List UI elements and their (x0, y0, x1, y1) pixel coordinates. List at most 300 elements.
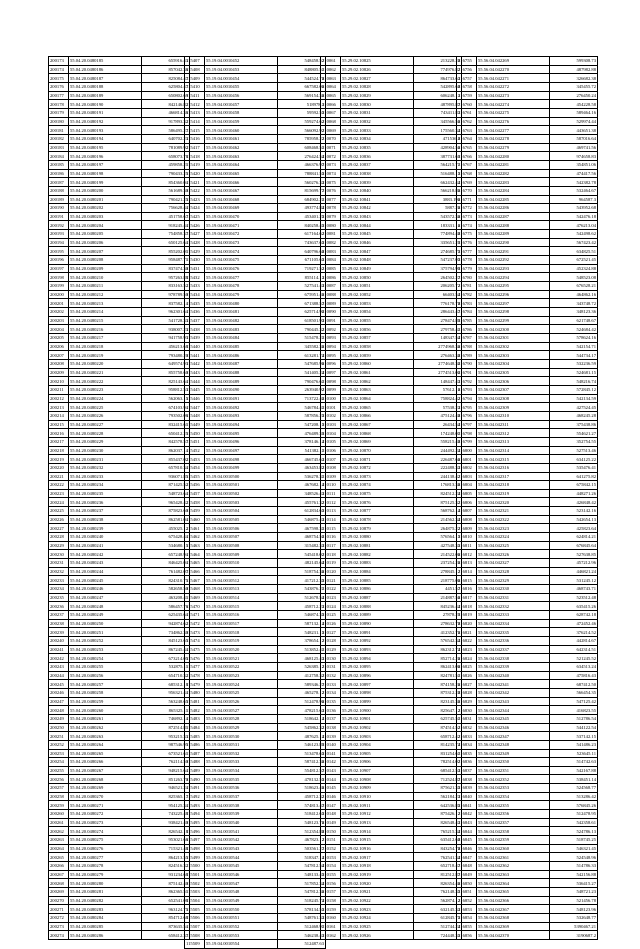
row-code-cell: 55.19.04.0010495 (205, 429, 278, 438)
row-id-cell: 200259 (49, 801, 69, 810)
row-value-cell: 782514.02 (414, 758, 462, 767)
table-row (49, 922, 190, 931)
row-id-cell: 115448 (185, 411, 205, 420)
row-value-cell: 416823.55 (550, 706, 598, 715)
table-row (457, 230, 598, 239)
row-value-cell: 214562.34 (414, 515, 462, 524)
table-row (321, 325, 462, 334)
row-value-cell: 532464.67 (550, 186, 598, 195)
table-row (457, 351, 598, 360)
row-code-cell: 55.04.20.0480200 (69, 186, 142, 195)
table-row (49, 706, 190, 715)
row-id-cell: 115508 (185, 931, 205, 940)
row-value-cell: 514742.63 (550, 758, 598, 767)
table-row (457, 810, 598, 819)
row-id-cell: 210155 (321, 870, 341, 879)
row-id-cell: 200217 (49, 437, 69, 446)
row-code-cell: 55.56.04.042356 (477, 810, 550, 819)
row-value-cell: 526385.12 (278, 662, 326, 671)
row-id-cell: 210162 (321, 931, 341, 940)
row-value-cell: 465278.12 (278, 688, 326, 697)
row-value-cell: 826354.46 (414, 879, 462, 888)
table-row (321, 602, 462, 611)
row-code-cell: 55.29.02.10909 (341, 784, 414, 793)
row-id-cell: 216797 (457, 420, 477, 429)
row-code-cell: 55.56.04.042365 (477, 888, 550, 897)
row-id-cell: 200235 (49, 593, 69, 602)
table-row (49, 385, 190, 394)
table-row (321, 359, 462, 368)
row-id-cell: 115427 (185, 230, 205, 239)
row-value-cell: 554812.57 (278, 766, 326, 775)
table-row (49, 836, 190, 845)
table-row (457, 455, 598, 464)
table-row (49, 160, 190, 169)
table-row (49, 611, 190, 620)
row-value-cell: 518978.3 (278, 100, 326, 109)
table-row (49, 931, 190, 940)
row-id-cell: 210106 (321, 446, 341, 455)
row-value-cell: 774976.82 (414, 65, 462, 74)
row-id-cell: 200177 (49, 91, 69, 100)
row-value-cell: 512478.95 (550, 810, 598, 819)
row-code-cell: 55.19.04.0010534 (205, 766, 278, 775)
row-code-cell: 55.19.04.0010454 (205, 74, 278, 83)
row-code-cell: 55.29.02.10865 (341, 403, 414, 412)
table-row (321, 645, 462, 654)
row-id-cell: 115459 (185, 507, 205, 516)
row-value-cell: 542358.61 (550, 818, 598, 827)
row-id-cell: 216848 (457, 862, 477, 871)
row-value-cell: 548123.96 (550, 905, 598, 914)
row-code-cell: 55.56.04.042348 (477, 740, 550, 749)
row-value-cell: 634825.51 (550, 247, 598, 256)
row-value-cell: 938007.23 (142, 325, 190, 334)
row-value-cell: 548761.33 (278, 913, 326, 922)
table-row (457, 385, 598, 394)
row-id-cell: 200194 (49, 238, 69, 247)
row-id-cell: 216766 (457, 152, 477, 161)
row-id-cell: 216786 (457, 325, 477, 334)
row-code-cell: 55.19.04.0010452 (205, 57, 278, 66)
row-value-cell: 862365.51 (142, 888, 190, 897)
table-row (49, 550, 190, 559)
row-code-cell: 55.56.04.042311 (477, 420, 550, 429)
row-id-cell: 216758 (457, 82, 477, 91)
table-row (185, 385, 326, 394)
row-code-cell: 55.04.20.0480279 (69, 870, 142, 879)
row-value-cell: 387731.69 (414, 152, 462, 161)
table-row (321, 65, 462, 74)
row-id-cell: 200271 (49, 905, 69, 914)
row-value-cell: 578624.16 (550, 334, 598, 343)
row-id-cell: 216825 (457, 662, 477, 671)
table-row (457, 65, 598, 74)
row-id-cell: 200181 (49, 126, 69, 135)
row-id-cell: 210137 (321, 714, 341, 723)
table-row (185, 178, 326, 187)
row-code-cell: 55.04.20.0480235 (69, 489, 142, 498)
row-value-cell: 833163.52 (142, 282, 190, 291)
row-value-cell: 875142.40 (142, 879, 190, 888)
row-value-cell: 542654.13 (550, 515, 598, 524)
row-value-cell: 875823.60 (142, 507, 190, 516)
row-id-cell: 115420 (185, 169, 205, 178)
row-id-cell: 210120 (321, 567, 341, 576)
row-code-cell: 55.19.04.0010507 (205, 533, 278, 542)
table-row (49, 585, 190, 594)
row-id-cell: 115457 (185, 489, 205, 498)
row-id-cell: 210089 (321, 299, 341, 308)
table-row (321, 247, 462, 256)
row-code-cell: 55.19.04.0010491 (205, 394, 278, 403)
row-id-cell: 200222 (49, 481, 69, 490)
table-row (321, 91, 462, 100)
row-id-cell: 216835 (457, 749, 477, 758)
row-value-cell: 765215.34 (414, 827, 462, 836)
row-code-cell: 55.04.20.0480218 (69, 342, 142, 351)
row-id-cell: 115413 (185, 108, 205, 117)
row-code-cell: 55.19.04.0010548 (205, 888, 278, 897)
table-row (457, 654, 598, 663)
table-row (457, 411, 598, 420)
row-value-cell: 560276.33 (278, 178, 326, 187)
row-value-cell: 214522.06 (414, 550, 462, 559)
row-value-cell: 524786.13 (550, 827, 598, 836)
row-id-cell: 216760 (457, 100, 477, 109)
data-table-block-3 (320, 56, 460, 940)
row-code-cell: 55.04.20.0480227 (69, 420, 142, 429)
row-value-cell: 774894.48 (414, 230, 462, 239)
table-row (321, 186, 462, 195)
table-row (457, 221, 598, 230)
row-code-cell: 55.56.04.042298 (477, 308, 550, 317)
row-id-cell: 210101 (321, 403, 341, 412)
table-row (185, 792, 326, 801)
table-row (457, 844, 598, 853)
row-code-cell: 55.29.02.10852 (341, 290, 414, 299)
row-code-cell: 55.04.20.0480277 (69, 853, 142, 862)
row-code-cell: 55.04.20.0480221 (69, 368, 142, 377)
row-value-cell: 456213.68 (142, 342, 190, 351)
row-id-cell: 216818 (457, 602, 477, 611)
row-code-cell: 55.19.04.0010502 (205, 489, 278, 498)
table-row (185, 394, 326, 403)
row-code-cell: 55.56.04.042333 (477, 611, 550, 620)
row-value-cell: 529974.44 (550, 117, 598, 126)
row-id-cell: 115441 (185, 351, 205, 360)
row-value-cell: 543572.36 (414, 212, 462, 221)
table-row (49, 507, 190, 516)
row-code-cell: 55.19.04.0010485 (205, 342, 278, 351)
row-code-cell: 55.56.04.042301 (477, 334, 550, 343)
table-row (185, 403, 326, 412)
row-code-cell: 55.19.04.0010511 (205, 567, 278, 576)
row-id-cell: 216788 (457, 342, 477, 351)
table-row (185, 481, 326, 490)
row-id-cell: 216762 (457, 117, 477, 126)
table-row (185, 160, 326, 169)
row-code-cell: 55.29.02.10926 (341, 931, 414, 940)
table-row (457, 922, 598, 931)
row-value-cell: 535476.41 (550, 463, 598, 472)
row-code-cell: 55.19.04.0010496 (205, 437, 278, 446)
table-row (49, 576, 190, 585)
row-value-cell: 864733.63 (414, 74, 462, 83)
row-code-cell: 55.29.02.10884 (341, 567, 414, 576)
table-row (185, 585, 326, 594)
row-id-cell: 200209 (49, 368, 69, 377)
table-row (321, 498, 462, 507)
row-code-cell: 55.56.04.042314 (477, 446, 550, 455)
table-row (185, 541, 326, 550)
row-value-cell: 963124.75 (142, 905, 190, 914)
row-code-cell: 55.29.02.10899 (341, 697, 414, 706)
table-row (49, 541, 190, 550)
table-row (321, 775, 462, 784)
row-id-cell: 216837 (457, 766, 477, 775)
table-row (185, 273, 326, 282)
row-code-cell: 55.29.02.10911 (341, 801, 414, 810)
row-code-cell: 55.19.04.0010533 (205, 758, 278, 767)
row-code-cell: 55.04.20.0480213 (69, 299, 142, 308)
table-row (49, 498, 190, 507)
row-code-cell: 55.56.04.042366 (477, 896, 550, 905)
row-value-cell: 2774968.36 (414, 342, 462, 351)
row-value-cell: 315482.33 (278, 541, 326, 550)
row-value-cell: 618501.93 (278, 316, 326, 325)
row-value-cell: 476489.39 (278, 429, 326, 438)
row-code-cell: 55.29.02.10880 (341, 533, 414, 542)
table-row (457, 931, 598, 940)
row-code-cell: 55.19.04.0010546 (205, 870, 278, 879)
table-row (457, 758, 598, 767)
row-code-cell: 55.04.20.0480240 (69, 533, 142, 542)
row-code-cell: 55.29.02.10863 (341, 385, 414, 394)
row-id-cell: 115506 (185, 913, 205, 922)
row-code-cell: 55.29.02.10850 (341, 273, 414, 282)
row-value-cell: 875426.12 (414, 810, 462, 819)
table-row (185, 896, 326, 905)
row-value-cell: 938421.40 (142, 818, 190, 827)
row-id-cell: 115472 (185, 619, 205, 628)
row-value-cell: 214887.56 (414, 593, 462, 602)
row-code-cell: 55.04.20.0480257 (69, 680, 142, 689)
row-code-cell: 55.29.02.10888 (341, 602, 414, 611)
row-code-cell: 55.56.04.042341 (477, 680, 550, 689)
row-id-cell: 216847 (457, 853, 477, 862)
table-row (457, 792, 598, 801)
table-row (457, 169, 598, 178)
row-id-cell: 200190 (49, 204, 69, 213)
row-id-cell: 210062 (321, 65, 341, 74)
row-value-cell: 286443.47 (414, 308, 462, 317)
row-value-cell: 635412.68 (414, 836, 462, 845)
row-value-cell: 640796.68 (278, 247, 326, 256)
row-code-cell: 55.19.04.0010531 (205, 740, 278, 749)
row-id-cell: 115407 (185, 57, 205, 66)
row-id-cell: 200236 (49, 602, 69, 611)
row-id-cell: 216777 (457, 247, 477, 256)
table-row (49, 680, 190, 689)
row-value-cell: 463208.41 (142, 593, 190, 602)
row-code-cell: 55.04.20.0480214 (69, 308, 142, 317)
table-row (457, 108, 598, 117)
row-code-cell: 55.29.02.10853 (341, 299, 414, 308)
row-id-cell: 200178 (49, 100, 69, 109)
row-id-cell: 200206 (49, 342, 69, 351)
row-value-cell: 541728.33 (142, 316, 190, 325)
row-code-cell: 55.19.04.0010553 (205, 931, 278, 940)
row-code-cell: 55.29.02.10827 (341, 74, 414, 83)
row-value-cell: 524568.77 (550, 784, 598, 793)
row-id-cell: 210138 (321, 723, 341, 732)
table-row (457, 437, 598, 446)
table-row (321, 810, 462, 819)
row-id-cell: 216756 (457, 65, 477, 74)
row-code-cell: 55.19.04.0010489 (205, 377, 278, 386)
table-row (185, 247, 326, 256)
row-id-cell: 210099 (321, 385, 341, 394)
table-row (185, 714, 326, 723)
row-value-cell: 862037.14 (142, 446, 190, 455)
row-id-cell: 216853 (457, 905, 477, 914)
row-code-cell: 55.19.04.0010471 (205, 221, 278, 230)
row-value-cell: 548231.15 (278, 628, 326, 637)
table-row (185, 879, 326, 888)
row-id-cell: 200214 (49, 411, 69, 420)
row-code-cell: 55.04.20.0480284 (69, 913, 142, 922)
row-value-cell: 476213.04 (550, 221, 598, 230)
row-id-cell: 200239 (49, 628, 69, 637)
row-value-cell: 941758.93 (142, 334, 190, 343)
row-value-cell: 857042.36 (142, 65, 190, 74)
data-table-block-1 (48, 56, 188, 940)
row-id-cell: 210116 (321, 533, 341, 542)
row-value-cell: 475124.48 (414, 411, 462, 420)
table-row (49, 403, 190, 412)
row-value-cell: 624814.21 (550, 533, 598, 542)
row-id-cell: 115428 (185, 238, 205, 247)
row-value-cell: 542167.88 (550, 766, 598, 775)
row-id-cell: 200258 (49, 792, 69, 801)
row-value-cell: 675842.15 (550, 481, 598, 490)
table-row (321, 758, 462, 767)
row-code-cell: 55.56.04.042332 (477, 602, 550, 611)
row-code-cell: 55.29.02.10902 (341, 723, 414, 732)
row-id-cell: 216782 (457, 290, 477, 299)
row-code-cell: 55.19.04.0010501 (205, 481, 278, 490)
row-id-cell: 216822 (457, 636, 477, 645)
row-id-cell: 216816 (457, 585, 477, 594)
row-value-cell: 3190687.2 (550, 931, 598, 940)
row-value-cell: 5390467.21 (550, 922, 598, 931)
table-row (49, 351, 190, 360)
row-value-cell: 548458.52 (278, 57, 326, 66)
row-value-cell: 825365.17 (142, 792, 190, 801)
row-id-cell: 210108 (321, 463, 341, 472)
table-row (185, 264, 326, 273)
table-row (457, 134, 598, 143)
row-value-cell: 561689.30 (142, 186, 190, 195)
row-value-cell: 652718.47 (414, 862, 462, 871)
row-code-cell: 55.04.20.0480248 (69, 602, 142, 611)
row-code-cell: 55.04.20.0480237 (69, 507, 142, 516)
table-row (321, 792, 462, 801)
row-id-cell: 210095 (321, 351, 341, 360)
row-value-cell: 335651.29 (414, 238, 462, 247)
table-row (457, 888, 598, 897)
table-row (321, 567, 462, 576)
row-code-cell: 55.04.20.0480272 (69, 810, 142, 819)
row-code-cell: 55.29.02.10830 (341, 100, 414, 109)
row-value-cell: 825084.47 (142, 74, 190, 83)
row-id-cell: 200237 (49, 611, 69, 620)
row-value-cell: 482145.64 (278, 559, 326, 568)
row-value-cell: 687412.50 (550, 680, 598, 689)
row-id-cell: 200270 (49, 896, 69, 905)
row-value-cell: 514786.33 (550, 862, 598, 871)
table-row (457, 316, 598, 325)
row-value-cell: 761482.07 (142, 567, 190, 576)
row-code-cell: 55.29.02.10879 (341, 524, 414, 533)
row-value-cell: 846425.04 (142, 559, 190, 568)
row-value-cell: 26434.54 (414, 420, 462, 429)
row-id-cell: 216774 (457, 221, 477, 230)
row-id-cell: 200183 (49, 143, 69, 152)
row-id-cell: 115483 (185, 714, 205, 723)
table-row (49, 688, 190, 697)
row-id-cell: 200196 (49, 256, 69, 265)
row-id-cell: 115445 (185, 385, 205, 394)
row-value-cell: 743225.48 (142, 810, 190, 819)
row-code-cell: 55.56.04.042289 (477, 230, 550, 239)
row-value-cell: 734862.30 (142, 628, 190, 637)
row-id-cell: 216834 (457, 740, 477, 749)
row-code-cell: 55.29.02.10895 (341, 662, 414, 671)
table-row (185, 654, 326, 663)
table-row (321, 212, 462, 221)
row-code-cell: 55.19.04.0010525 (205, 688, 278, 697)
row-id-cell: 216793 (457, 385, 477, 394)
row-code-cell: 55.04.20.0480270 (69, 792, 142, 801)
row-value-cell: 845123.65 (142, 636, 190, 645)
row-code-cell: 55.19.04.0010500 (205, 472, 278, 481)
row-id-cell: 210076 (321, 186, 341, 195)
row-id-cell: 200179 (49, 108, 69, 117)
row-value-cell: 542476.18 (550, 212, 598, 221)
row-code-cell: 55.56.04.042346 (477, 723, 550, 732)
row-code-cell: 55.29.02.10874 (341, 481, 414, 490)
row-id-cell: 216785 (457, 316, 477, 325)
row-value-cell: 264502.27 (414, 273, 462, 282)
row-code-cell: 55.04.20.0480188 (69, 82, 142, 91)
row-id-cell: 210126 (321, 619, 341, 628)
row-id-cell: 216776 (457, 238, 477, 247)
row-code-cell: 55.56.04.042321 (477, 507, 550, 516)
row-id-cell: 210160 (321, 913, 341, 922)
row-value-cell: 567423.42 (550, 238, 598, 247)
row-code-cell: 55.29.02.10837 (341, 160, 414, 169)
row-value-cell: 512354.88 (278, 827, 326, 836)
table-row (185, 134, 326, 143)
table-row (457, 585, 598, 594)
row-code-cell: 55.04.20.0480193 (69, 126, 142, 135)
row-value-cell: 176813.36 (414, 481, 462, 490)
row-code-cell: 55.04.20.0480274 (69, 827, 142, 836)
row-id-cell: 115486 (185, 740, 205, 749)
row-code-cell: 55.19.04.0010479 (205, 290, 278, 299)
